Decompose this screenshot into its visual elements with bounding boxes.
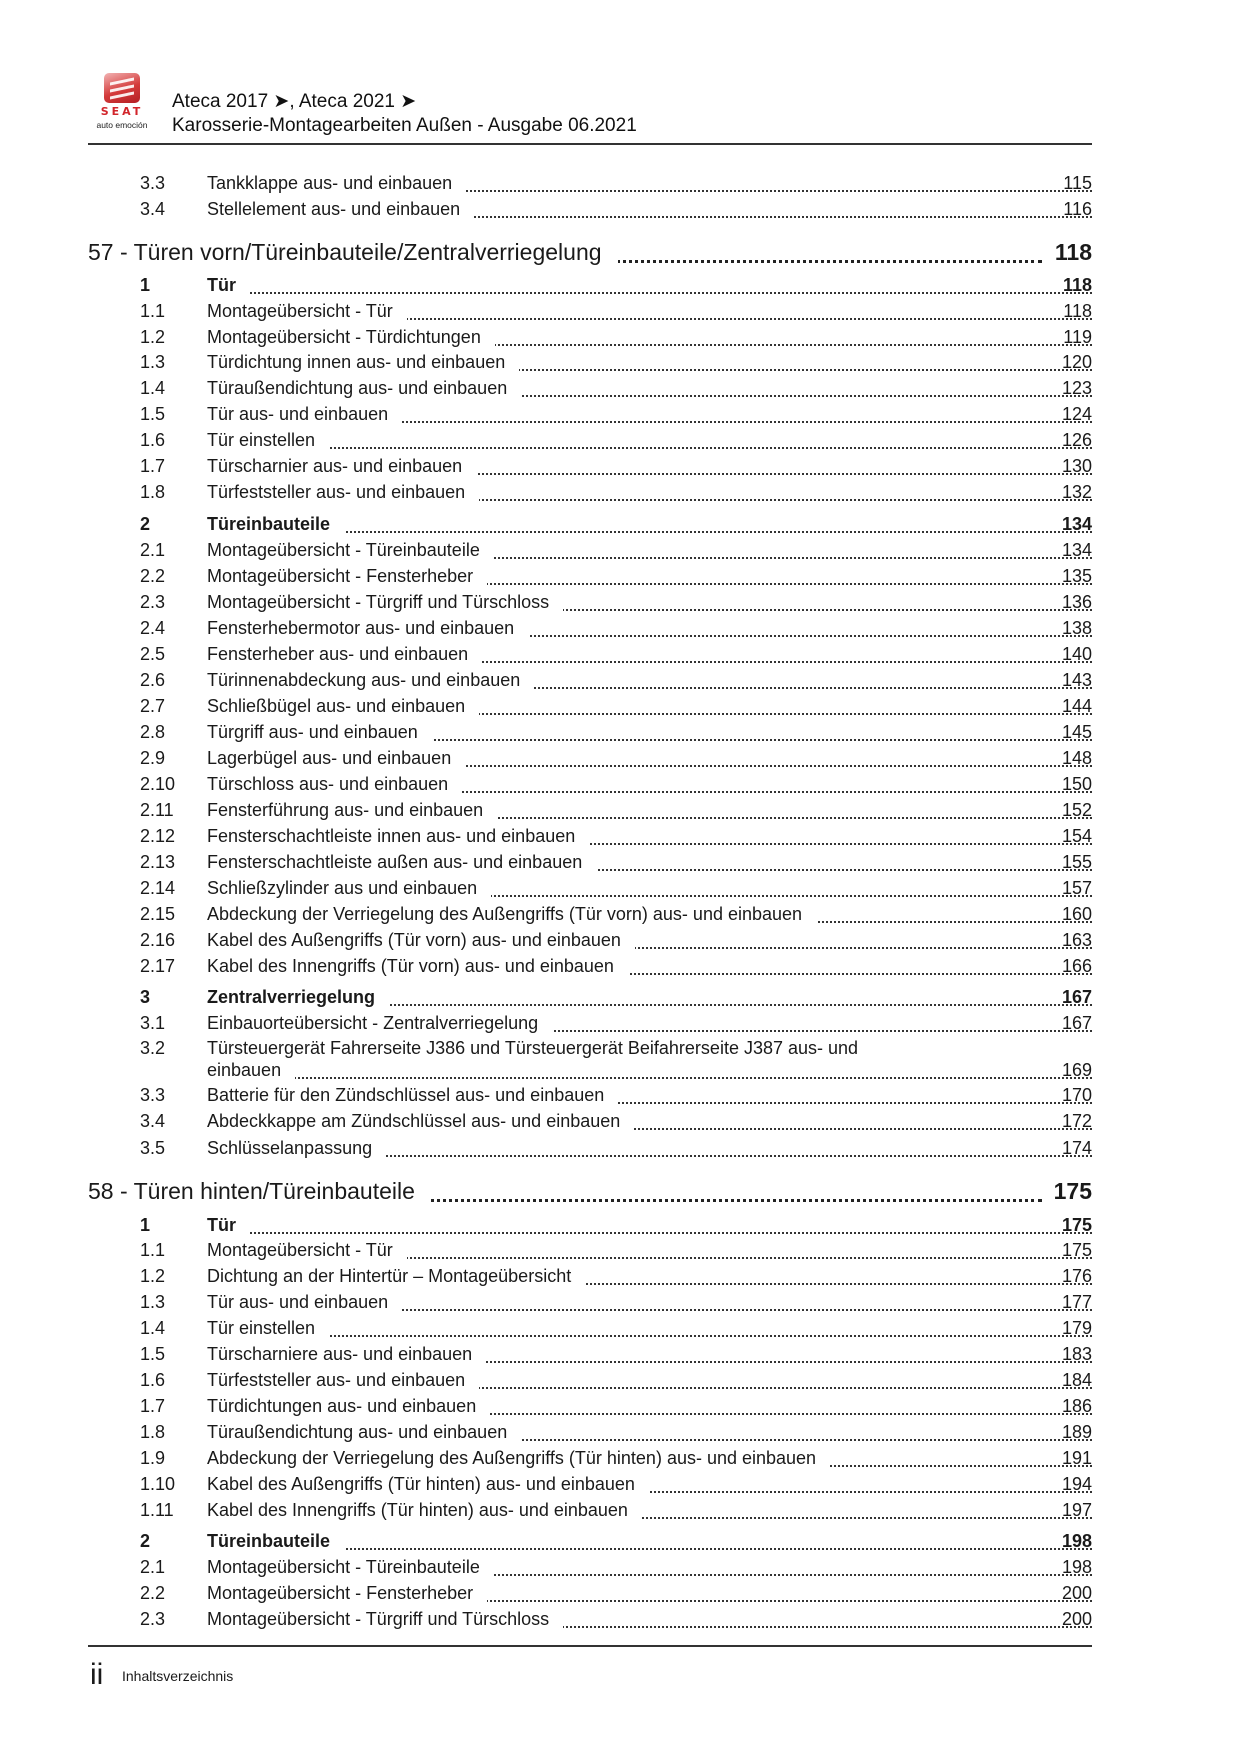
toc-entry-page: 132 bbox=[1061, 482, 1092, 502]
toc-entry-page: 140 bbox=[1061, 644, 1092, 664]
toc-entry-number: 3.4 bbox=[140, 199, 166, 219]
toc-entry-page: 184 bbox=[1061, 1370, 1092, 1390]
toc-entry-page: 198 bbox=[1061, 1531, 1092, 1551]
toc-entry-page: 138 bbox=[1061, 618, 1092, 638]
toc-entry-page: 198 bbox=[1061, 1557, 1092, 1577]
toc-entry-page: 134 bbox=[1061, 514, 1092, 534]
toc-entry-number: 2.3 bbox=[140, 592, 166, 612]
toc-entry-row[interactable] bbox=[0, 173, 1240, 197]
toc-entry-title: Tür bbox=[207, 1215, 1092, 1236]
toc-entry-title: Türinnenabdeckung aus- und einbauen bbox=[207, 670, 1092, 691]
toc-entry-row[interactable] bbox=[0, 800, 1240, 824]
toc-entry-row[interactable] bbox=[0, 404, 1240, 428]
toc-entry-row[interactable] bbox=[0, 1583, 1240, 1607]
toc-entry-row[interactable] bbox=[0, 1138, 1240, 1162]
toc-entry-number: 2.17 bbox=[140, 956, 176, 976]
toc-entry-number: 3.3 bbox=[140, 173, 166, 193]
toc-entry-title: Türsteuergerät Fahrerseite J386 und Türsteuergerät Beifahrerseite J387 aus- und bbox=[207, 1038, 1092, 1059]
toc-entry-number: 2 bbox=[140, 514, 151, 534]
toc-entry-page: 134 bbox=[1061, 540, 1092, 560]
toc-section-row[interactable] bbox=[0, 514, 1240, 538]
toc-entry-title-continuation: einbauen bbox=[207, 1060, 1092, 1081]
toc-entry-number: 2.13 bbox=[140, 852, 176, 872]
toc-entry-number: 2.11 bbox=[140, 800, 174, 820]
toc-entry-number: 2.5 bbox=[140, 644, 166, 664]
toc-entry-page: 115 bbox=[1063, 173, 1092, 193]
toc-entry-page: 197 bbox=[1061, 1500, 1092, 1520]
toc-entry-title: Schließzylinder aus und einbauen bbox=[207, 878, 1092, 899]
toc-chapter-row[interactable] bbox=[88, 1178, 1092, 1208]
toc-chapter-row[interactable] bbox=[88, 239, 1092, 269]
toc-entry-title: Türdichtungen aus- und einbauen bbox=[207, 1396, 1092, 1417]
seat-logo bbox=[88, 70, 150, 134]
toc-entry-row[interactable] bbox=[0, 852, 1240, 876]
toc-entry-number: 1 bbox=[140, 275, 151, 295]
toc-entry-row[interactable] bbox=[0, 482, 1240, 506]
header-rule bbox=[88, 143, 1092, 145]
toc-entry-row[interactable] bbox=[0, 1422, 1240, 1446]
toc-entry-number: 1.7 bbox=[140, 456, 166, 476]
toc-chapter-title: 58 - Türen hinten/Türeinbauteile bbox=[88, 1178, 431, 1205]
toc-entry-row[interactable] bbox=[0, 199, 1240, 223]
toc-entry-page: 175 bbox=[1061, 1240, 1092, 1260]
toc-entry-title: Kabel des Innengriffs (Tür vorn) aus- und einbauen bbox=[207, 956, 1092, 977]
toc-entry-page: 194 bbox=[1061, 1474, 1092, 1494]
toc-entry-title: Lagerbügel aus- und einbauen bbox=[207, 748, 1092, 769]
toc-entry-row[interactable] bbox=[0, 456, 1240, 480]
toc-entry-row[interactable] bbox=[0, 696, 1240, 720]
toc-entry-title: Tür aus- und einbauen bbox=[207, 1292, 1092, 1313]
toc-entry-number: 2.7 bbox=[140, 696, 166, 716]
toc-entry-number: 1.10 bbox=[140, 1474, 176, 1494]
toc-entry-number: 1.7 bbox=[140, 1396, 166, 1416]
toc-entry-row[interactable] bbox=[0, 540, 1240, 564]
toc-entry-row[interactable] bbox=[0, 1085, 1240, 1109]
toc-entry-page: 144 bbox=[1061, 696, 1092, 716]
toc-entry-title: Türfeststeller aus- und einbauen bbox=[207, 1370, 1092, 1391]
footer-section-label: Inhaltsverzeichnis bbox=[122, 1668, 234, 1684]
toc-entry-page: 183 bbox=[1061, 1344, 1092, 1364]
toc-entry-page: 143 bbox=[1061, 670, 1092, 690]
toc-entry-number: 2.1 bbox=[140, 540, 166, 560]
toc-entry-number: 2.2 bbox=[140, 1583, 166, 1603]
toc-entry-title: Tür einstellen bbox=[207, 430, 1092, 451]
toc-entry-page: 179 bbox=[1061, 1318, 1092, 1338]
toc-entry-number: 1.1 bbox=[140, 301, 166, 321]
toc-entry-title: Türgriff aus- und einbauen bbox=[207, 722, 1092, 743]
toc-entry-number: 2.15 bbox=[140, 904, 176, 924]
toc-entry-row[interactable] bbox=[0, 774, 1240, 798]
toc-entry-number: 1.8 bbox=[140, 1422, 166, 1442]
toc-entry-row[interactable] bbox=[0, 878, 1240, 902]
toc-entry-number: 2.1 bbox=[140, 1557, 166, 1577]
toc-entry-title: Montageübersicht - Türgriff und Türschloss bbox=[207, 1609, 1092, 1630]
toc-entry-page: 120 bbox=[1061, 352, 1092, 372]
toc-entry-row[interactable] bbox=[0, 618, 1240, 642]
toc-entry-page: 163 bbox=[1061, 930, 1092, 950]
toc-entry-page: 191 bbox=[1061, 1448, 1092, 1468]
toc-entry-title: Tankklappe aus- und einbauen bbox=[207, 173, 1092, 194]
toc-entry-number: 3.5 bbox=[140, 1138, 166, 1158]
toc-entry-page: 176 bbox=[1061, 1266, 1092, 1286]
toc-entry-page: 186 bbox=[1061, 1396, 1092, 1416]
toc-entry-page: 154 bbox=[1061, 826, 1092, 846]
toc-entry-title: Montageübersicht - Türeinbauteile bbox=[207, 540, 1092, 561]
brand-name: SEAT bbox=[100, 105, 144, 118]
manual-subject-title: Karosserie-Montagearbeiten Außen - Ausgabe 06.2021 bbox=[172, 115, 637, 136]
toc-entry-number: 2.3 bbox=[140, 1609, 166, 1629]
toc-entry-page: 130 bbox=[1061, 456, 1092, 476]
toc-entry-number: 1.6 bbox=[140, 430, 166, 450]
toc-entry-page: 119 bbox=[1063, 327, 1092, 347]
toc-entry-number: 3.4 bbox=[140, 1111, 166, 1131]
toc-entry-title: Einbauorteübersicht - Zentralverriegelung bbox=[207, 1013, 1092, 1034]
toc-entry-title: Tür bbox=[207, 275, 1092, 296]
toc-entry-page: 169 bbox=[1061, 1060, 1092, 1080]
toc-entry-title: Montageübersicht - Türeinbauteile bbox=[207, 1557, 1092, 1578]
toc-entry-title: Fensterheber aus- und einbauen bbox=[207, 644, 1092, 665]
toc-entry-number: 3.2 bbox=[140, 1038, 166, 1058]
toc-entry-title: Türscharnier aus- und einbauen bbox=[207, 456, 1092, 477]
toc-entry-row[interactable] bbox=[0, 1318, 1240, 1342]
toc-entry-row-continuation[interactable] bbox=[0, 1060, 1240, 1084]
toc-entry-row[interactable] bbox=[0, 1557, 1240, 1581]
toc-entry-row[interactable] bbox=[0, 352, 1240, 376]
toc-entry-row[interactable] bbox=[0, 301, 1240, 325]
toc-entry-page: 126 bbox=[1061, 430, 1092, 450]
toc-entry-title: Abdeckkappe am Zündschlüssel aus- und einbauen bbox=[207, 1111, 1092, 1132]
toc-entry-title: Türscharniere aus- und einbauen bbox=[207, 1344, 1092, 1365]
toc-entry-title: Türschloss aus- und einbauen bbox=[207, 774, 1092, 795]
toc-entry-page: 145 bbox=[1061, 722, 1092, 742]
toc-entry-number: 1.9 bbox=[140, 1448, 166, 1468]
toc-entry-title: Kabel des Innengriffs (Tür hinten) aus- und einbauen bbox=[207, 1500, 1092, 1521]
toc-entry-number: 2.8 bbox=[140, 722, 166, 742]
toc-entry-page: 160 bbox=[1061, 904, 1092, 924]
toc-entry-number: 3.3 bbox=[140, 1085, 166, 1105]
toc-entry-number: 2.12 bbox=[140, 826, 176, 846]
toc-entry-page: 177 bbox=[1061, 1292, 1092, 1312]
toc-entry-page: 135 bbox=[1061, 566, 1092, 586]
toc-entry-page: 152 bbox=[1061, 800, 1092, 820]
toc-entry-row[interactable] bbox=[0, 956, 1240, 980]
toc-entry-page: 166 bbox=[1061, 956, 1092, 976]
toc-entry-title: Montageübersicht - Fensterheber bbox=[207, 1583, 1092, 1604]
toc-entry-row[interactable] bbox=[0, 826, 1240, 850]
toc-entry-title: Tür einstellen bbox=[207, 1318, 1092, 1339]
toc-entry-row[interactable] bbox=[0, 1111, 1240, 1135]
toc-entry-title: Türfeststeller aus- und einbauen bbox=[207, 482, 1092, 503]
toc-entry-number: 1.4 bbox=[140, 378, 166, 398]
toc-entry-title: Schlüsselanpassung bbox=[207, 1138, 1092, 1159]
seat-emblem-icon bbox=[104, 73, 140, 103]
toc-entry-row[interactable] bbox=[0, 566, 1240, 590]
toc-entry-title: Montageübersicht - Türgriff und Türschloss bbox=[207, 592, 1092, 613]
toc-entry-row[interactable] bbox=[0, 592, 1240, 616]
manual-model-title: Ateca 2017 ➤, Ateca 2021 ➤ bbox=[172, 91, 417, 112]
toc-section-row[interactable] bbox=[0, 275, 1240, 299]
toc-entry-number: 1.5 bbox=[140, 1344, 166, 1364]
toc-entry-row[interactable] bbox=[0, 1609, 1240, 1633]
toc-entry-page: 170 bbox=[1061, 1085, 1092, 1105]
toc-entry-title: Dichtung an der Hintertür – Montageübersicht bbox=[207, 1266, 1092, 1287]
toc-entry-page: 200 bbox=[1061, 1609, 1092, 1629]
toc-entry-title: Montageübersicht - Türdichtungen bbox=[207, 327, 1092, 348]
toc-entry-page: 123 bbox=[1061, 378, 1092, 398]
toc-entry-page: 116 bbox=[1063, 199, 1092, 219]
toc-entry-number: 2.4 bbox=[140, 618, 166, 638]
toc-entry-row[interactable] bbox=[0, 1344, 1240, 1368]
toc-entry-page: 148 bbox=[1061, 748, 1092, 768]
toc-entry-title: Kabel des Außengriffs (Tür vorn) aus- und einbauen bbox=[207, 930, 1092, 951]
toc-entry-page: 175 bbox=[1061, 1215, 1092, 1235]
toc-entry-page: 136 bbox=[1061, 592, 1092, 612]
toc-entry-row[interactable] bbox=[0, 644, 1240, 668]
toc-entry-number: 1.1 bbox=[140, 1240, 166, 1260]
toc-entry-title: Türaußendichtung aus- und einbauen bbox=[207, 1422, 1092, 1443]
toc-section-row[interactable] bbox=[0, 987, 1240, 1011]
toc-entry-page: 150 bbox=[1061, 774, 1092, 794]
toc-entry-page: 167 bbox=[1061, 1013, 1092, 1033]
toc-section-row[interactable] bbox=[0, 1531, 1240, 1555]
toc-entry-title: Kabel des Außengriffs (Tür hinten) aus- und einbauen bbox=[207, 1474, 1092, 1495]
toc-chapter-title: 57 - Türen vorn/Türeinbauteile/Zentralverriegelung bbox=[88, 239, 618, 266]
toc-entry-row[interactable] bbox=[0, 1448, 1240, 1472]
toc-entry-title: Abdeckung der Verriegelung des Außengriffs (Tür vorn) aus- und einbauen bbox=[207, 904, 1092, 925]
toc-entry-number: 2.9 bbox=[140, 748, 166, 768]
toc-entry-number: 3 bbox=[140, 987, 151, 1007]
brand-tagline: auto emoción bbox=[96, 120, 148, 130]
toc-entry-page: 200 bbox=[1061, 1583, 1092, 1603]
toc-entry-title: Fensterschachtleiste innen aus- und einbauen bbox=[207, 826, 1092, 847]
toc-entry-row[interactable] bbox=[0, 1396, 1240, 1420]
toc-entry-number: 1.6 bbox=[140, 1370, 166, 1390]
toc-entry-page: 155 bbox=[1061, 852, 1092, 872]
toc-entry-row[interactable] bbox=[0, 670, 1240, 694]
toc-entry-row[interactable] bbox=[0, 1240, 1240, 1264]
toc-entry-row[interactable] bbox=[0, 1474, 1240, 1498]
toc-entry-number: 2.6 bbox=[140, 670, 166, 690]
toc-entry-title: Stellelement aus- und einbauen bbox=[207, 199, 1092, 220]
toc-entry-page: 124 bbox=[1061, 404, 1092, 424]
toc-entry-title: Tür aus- und einbauen bbox=[207, 404, 1092, 425]
toc-entry-row[interactable] bbox=[0, 1038, 1240, 1062]
toc-entry-page: 118 bbox=[1062, 275, 1092, 295]
toc-entry-number: 2.10 bbox=[140, 774, 176, 794]
toc-entry-row[interactable] bbox=[0, 1013, 1240, 1037]
toc-chapter-page: 175 bbox=[1044, 1178, 1092, 1205]
toc-entry-number: 1.11 bbox=[140, 1500, 174, 1520]
toc-entry-title: Türeinbauteile bbox=[207, 1531, 1092, 1552]
toc-entry-page: 167 bbox=[1061, 987, 1092, 1007]
toc-entry-number: 2 bbox=[140, 1531, 151, 1551]
toc-entry-number: 1.5 bbox=[140, 404, 166, 424]
toc-entry-title: Türeinbauteile bbox=[207, 514, 1092, 535]
toc-entry-row[interactable] bbox=[0, 378, 1240, 402]
toc-entry-number: 1.3 bbox=[140, 352, 166, 372]
toc-entry-title: Zentralverriegelung bbox=[207, 987, 1092, 1008]
toc-entry-row[interactable] bbox=[0, 1370, 1240, 1394]
toc-entry-number: 1.4 bbox=[140, 1318, 166, 1338]
toc-entry-title: Montageübersicht - Tür bbox=[207, 301, 1092, 322]
toc-entry-row[interactable] bbox=[0, 722, 1240, 746]
toc-entry-title: Fensterführung aus- und einbauen bbox=[207, 800, 1092, 821]
toc-entry-row[interactable] bbox=[0, 904, 1240, 928]
toc-entry-title: Abdeckung der Verriegelung des Außengriffs (Tür hinten) aus- und einbauen bbox=[207, 1448, 1092, 1469]
toc-entry-title: Fensterhebermotor aus- und einbauen bbox=[207, 618, 1092, 639]
toc-entry-number: 1.2 bbox=[140, 327, 166, 347]
toc-entry-number: 3.1 bbox=[140, 1013, 166, 1033]
toc-entry-number: 2.14 bbox=[140, 878, 176, 898]
toc-entry-title: Montageübersicht - Fensterheber bbox=[207, 566, 1092, 587]
toc-entry-row[interactable] bbox=[0, 748, 1240, 772]
toc-entry-page: 157 bbox=[1061, 878, 1092, 898]
toc-entry-row[interactable] bbox=[0, 430, 1240, 454]
footer-rule bbox=[88, 1645, 1092, 1647]
toc-entry-title: Schließbügel aus- und einbauen bbox=[207, 696, 1092, 717]
toc-entry-page: 189 bbox=[1061, 1422, 1092, 1442]
toc-entry-number: 1.2 bbox=[140, 1266, 166, 1286]
toc-entry-page: 172 bbox=[1061, 1111, 1092, 1131]
toc-entry-title: Türdichtung innen aus- und einbauen bbox=[207, 352, 1092, 373]
toc-entry-number: 2.16 bbox=[140, 930, 176, 950]
toc-entry-row[interactable] bbox=[0, 327, 1240, 351]
toc-entry-title: Fensterschachtleiste außen aus- und einbauen bbox=[207, 852, 1092, 873]
toc-entry-title: Montageübersicht - Tür bbox=[207, 1240, 1092, 1261]
toc-entry-row[interactable] bbox=[0, 1500, 1240, 1524]
toc-entry-page: 118 bbox=[1063, 301, 1092, 321]
toc-entry-number: 1.8 bbox=[140, 482, 166, 502]
footer-page-number: ii bbox=[90, 1658, 104, 1691]
toc-entry-row[interactable] bbox=[0, 1266, 1240, 1290]
toc-entry-row[interactable] bbox=[0, 930, 1240, 954]
toc-entry-number: 1.3 bbox=[140, 1292, 166, 1312]
toc-entry-title: Türaußendichtung aus- und einbauen bbox=[207, 378, 1092, 399]
toc-entry-row[interactable] bbox=[0, 1292, 1240, 1316]
toc-chapter-page: 118 bbox=[1045, 239, 1092, 266]
toc-entry-number: 2.2 bbox=[140, 566, 166, 586]
toc-entry-page: 174 bbox=[1061, 1138, 1092, 1158]
toc-section-row[interactable] bbox=[0, 1215, 1240, 1239]
toc-entry-title: Batterie für den Zündschlüssel aus- und einbauen bbox=[207, 1085, 1092, 1106]
toc-entry-number: 1 bbox=[140, 1215, 151, 1235]
